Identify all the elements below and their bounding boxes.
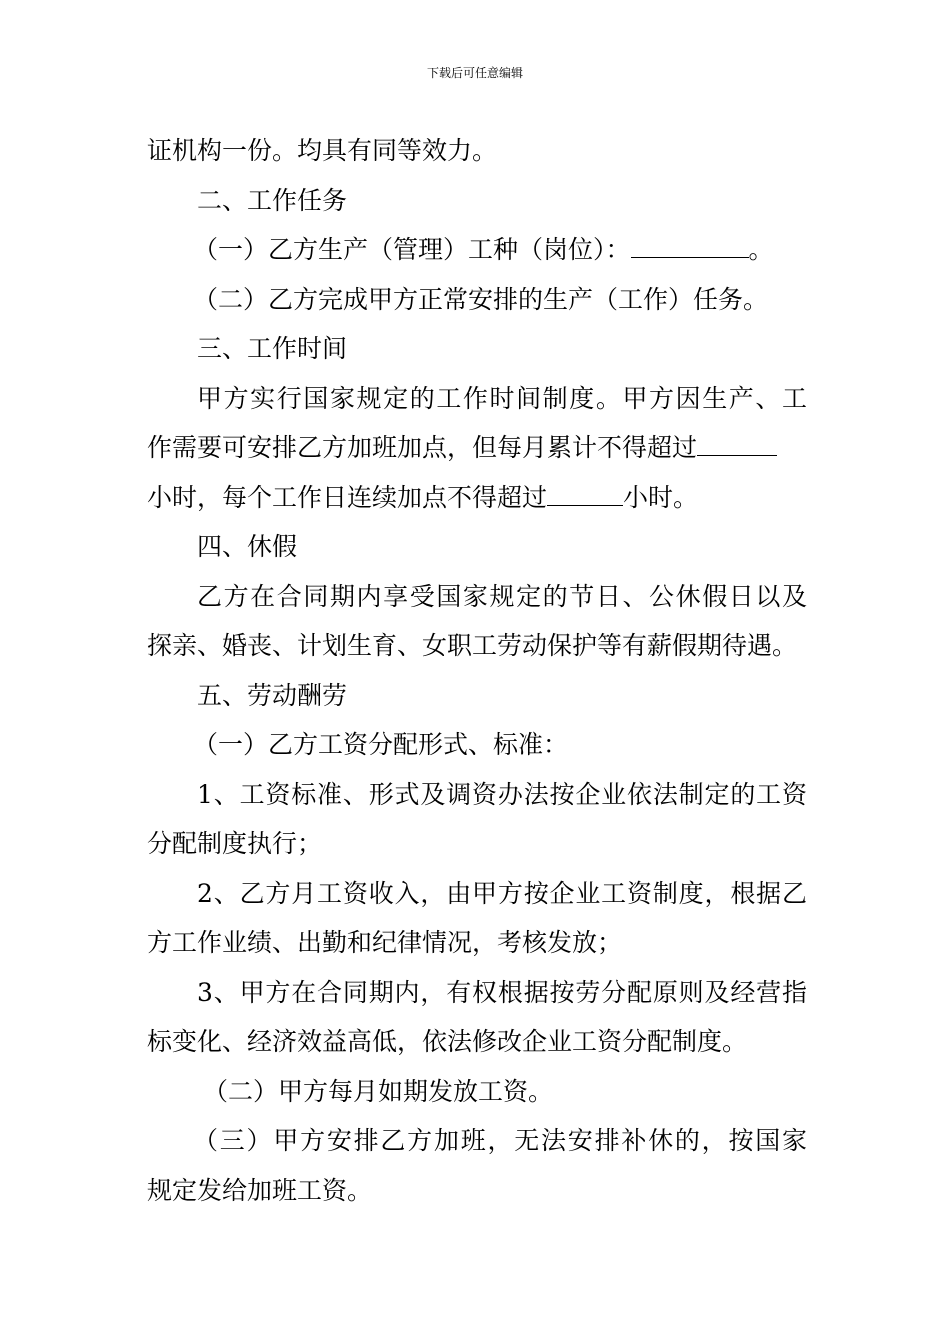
paragraph-line: 分配制度执行； (147, 829, 323, 858)
fill-in-blank[interactable] (697, 431, 777, 456)
paragraph-line (147, 423, 807, 473)
paragraph-line: 1、工资标准、形式及调资办法按企业依法制定的工资 (197, 779, 807, 809)
document-body (147, 126, 807, 1215)
paragraph-line: 3、甲方在合同期内，有权根据按劳分配原则及经营指 (197, 977, 807, 1007)
clause-text: （一）乙方生产（管理）工种（岗位）： (193, 235, 631, 264)
paragraph-text: 作需要可安排乙方加班加点，但每月累计不得超过 (147, 433, 698, 462)
paragraph-line: 规定发给加班工资。 (147, 1175, 373, 1205)
clause-line: （二）甲方每月如期发放工资。 (203, 1076, 554, 1106)
paragraph-line (147, 473, 807, 523)
clause-line: （三）甲方安排乙方加班，无法安排补休的，按国家 (193, 1126, 807, 1155)
paragraph-text-end: 小时。 (623, 482, 699, 512)
section-heading: 五、劳动酬劳 (197, 680, 348, 710)
fill-in-blank[interactable] (547, 481, 623, 506)
clause-line (147, 225, 807, 275)
section-heading: 四、休假 (197, 532, 298, 561)
clause-line: （二）乙方完成甲方正常安排的生产（工作）任务。 (193, 284, 769, 314)
paragraph-line: 方工作业绩、出勤和纪律情况，考核发放； (147, 928, 623, 957)
clause-text-end: 。 (748, 235, 774, 264)
page-header: 下载后可任意编辑 (426, 66, 523, 80)
paragraph-line: 证机构一份。均具有同等效力。 (147, 136, 498, 165)
fill-in-blank[interactable] (631, 233, 749, 258)
section-heading: 二、工作任务 (197, 185, 348, 215)
clause-line: （一）乙方工资分配形式、标准： (193, 730, 569, 759)
paragraph-line: 2、乙方月工资收入，由甲方按企业工资制度，根据乙 (197, 878, 807, 908)
paragraph-line: 乙方在合同期内享受国家规定的节日、公休假日以及 (197, 581, 807, 611)
section-heading: 三、工作时间 (197, 334, 348, 363)
paragraph-line: 甲方实行国家规定的工作时间制度。甲方因生产、工 (197, 383, 807, 413)
paragraph-line: 探亲、婚丧、计划生育、女职工劳动保护等有薪假期待遇。 (147, 631, 798, 660)
paragraph-text: 小时，每个工作日连续加点不得超过 (147, 482, 548, 512)
paragraph-line: 标变化、经济效益高低，依法修改企业工资分配制度。 (147, 1027, 748, 1056)
